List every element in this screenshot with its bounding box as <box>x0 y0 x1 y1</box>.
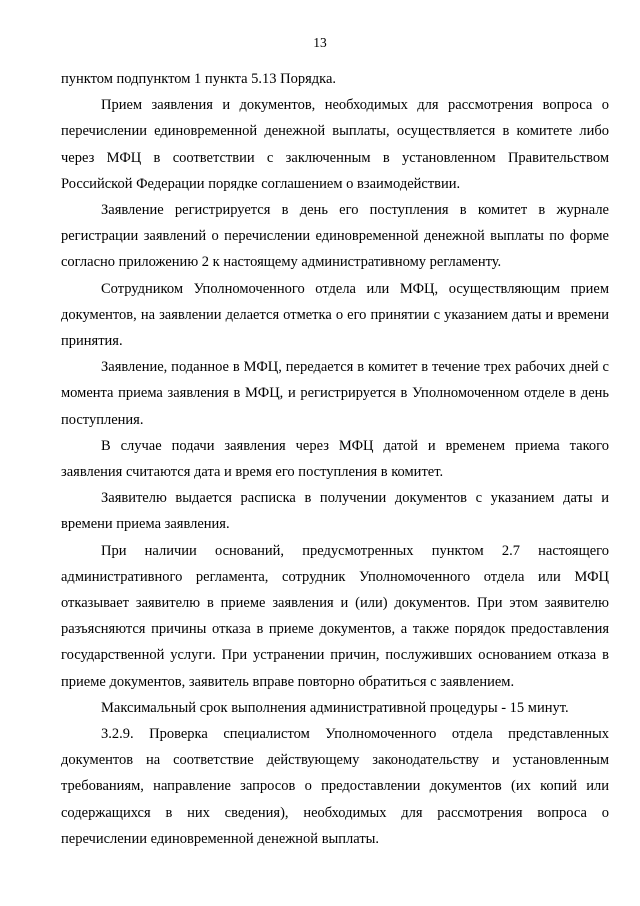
paragraph-max-time: Максимальный срок выполнения административной процедуры - 15 минут. <box>101 699 569 716</box>
page-number: 13 <box>313 35 327 50</box>
paragraph-application-acceptance: Прием заявления и документов, необходимых для рассмотрения вопроса о перечислении единовременной денежной выплаты, осуществляется в комитете либо через МФЦ в соответствии с заключенным в установленном Правительством Российской Федерации порядке соглашением о взаимодействии. <box>61 97 609 192</box>
paragraph-mfc-transfer: Заявление, поданное в МФЦ, передается в комитет в течение трех рабочих дней с момента приема заявления в МФЦ, и регистрируется в Уполномоченном отделе в день поступления. <box>61 359 609 428</box>
paragraph-section-3-2-9: 3.2.9. Проверка специалистом Уполномоченного отдела представленных документов на соответствие действующему законодательству и установленным требованиям, направление запросов о предоставлении документов (их копий или содержащихся в них сведения), необходимых для рассмотрения вопроса о перечислении единовременной денежной выплаты. <box>61 726 609 847</box>
paragraph-receipt: Заявителю выдается расписка в получении документов с указанием даты и времени приема заявления. <box>61 490 609 533</box>
document-body <box>61 66 609 852</box>
paragraph-continuation: пунктом подпунктом 1 пункта 5.13 Порядка. <box>61 71 337 87</box>
paragraph-acceptance-mark: Сотрудником Уполномоченного отдела или МФЦ, осуществляющим прием документов, на заявлении делается отметка о его принятии с указанием даты и времени принятия. <box>61 280 609 350</box>
paragraph-refusal: При наличии оснований, предусмотренных пунктом 2.7 настоящего административного регламента, сотрудник Уполномоченного отдела или МФЦ отказывает заявителю в приеме заявления и (или) документов. При этом заявителю разъясняются причины отказа в приеме документов, а также порядок предоставления государственной услуги. При устранении причин, послуживших основанием отказа в приеме документов, заявитель вправе повторно обратиться с заявлением. <box>61 542 609 690</box>
paragraph-registration: Заявление регистрируется в день его поступления в комитет в журнале регистрации заявлений о перечислении единовременной денежной выплаты по форме согласно приложению 2 к настоящему административному регламенту. <box>61 202 609 271</box>
paragraph-mfc-date: В случае подачи заявления через МФЦ датой и временем приема такого заявления считаются дата и время его поступления в комитет. <box>61 437 609 481</box>
